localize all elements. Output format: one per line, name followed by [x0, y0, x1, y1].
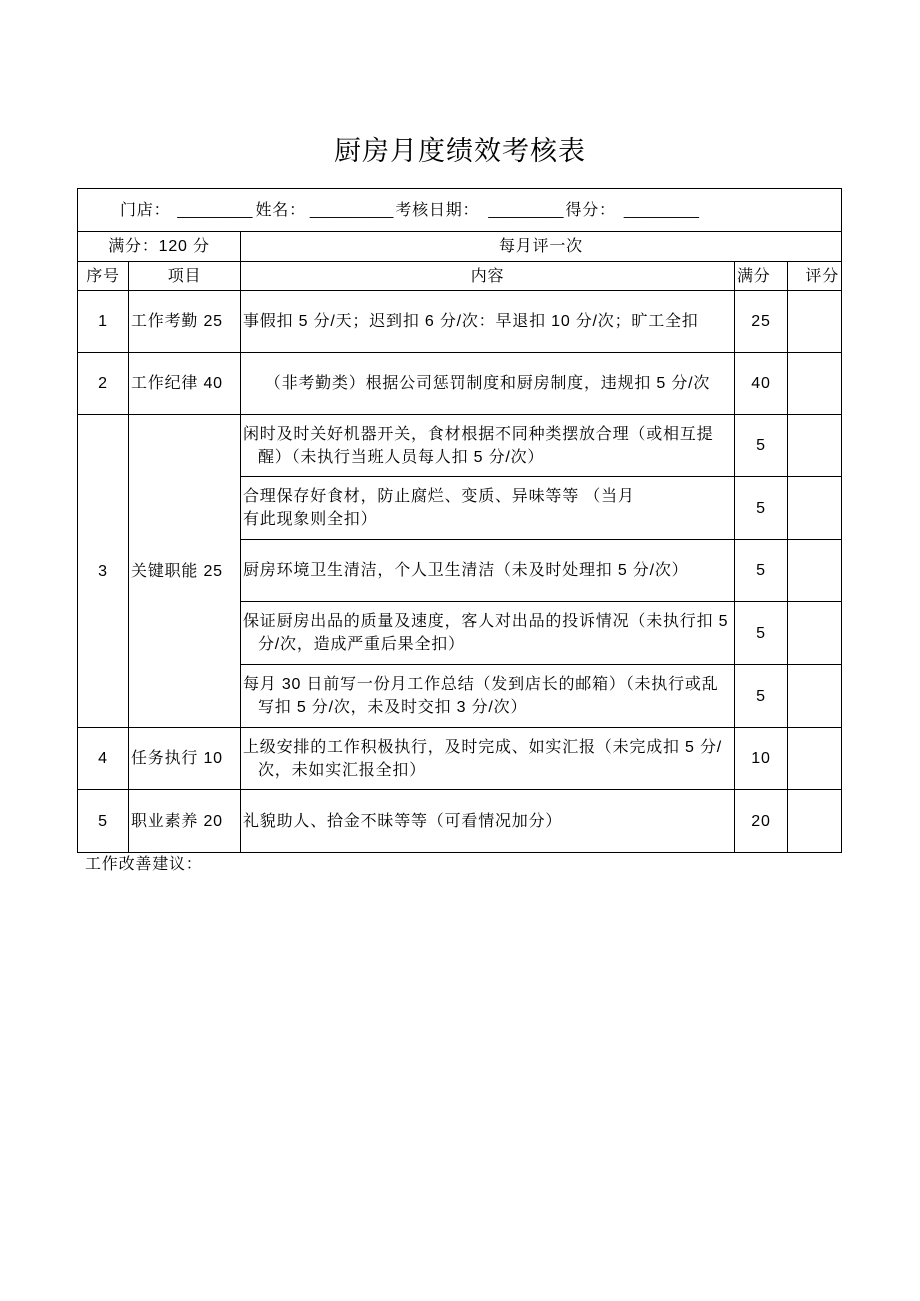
frequency: 每月评一次 [241, 232, 842, 262]
content-line: 闲时及时关好机器开关，食材根据不同种类摆放合理（或相互提 [243, 425, 714, 443]
row-max: 40 [735, 353, 788, 415]
row-score-cell [788, 790, 842, 853]
row-item: 关键职能 25 [129, 415, 241, 728]
table-row [78, 790, 842, 853]
header-content: 内容 [241, 262, 735, 291]
content-line: 醒）（未执行当班人员每人扣 5 分/次） [258, 448, 545, 466]
row-content [241, 728, 735, 790]
page-title: 厨房月度绩效考核表 [334, 136, 586, 167]
content-line: 有此现象则全扣） [243, 511, 378, 528]
row-max: 5 [735, 540, 788, 602]
row-no: 5 [78, 790, 129, 853]
content-line-split [243, 485, 732, 508]
row-item: 职业素养 20 [129, 790, 241, 853]
table-row [78, 728, 842, 790]
row-score-cell [788, 665, 842, 728]
score-label: 得分： [565, 201, 616, 219]
row-item: 任务执行 10 [129, 728, 241, 790]
info-row [78, 189, 842, 232]
name-label: 姓名： [255, 201, 306, 219]
row-score-cell [788, 477, 842, 540]
content-line: 每月 30 日前写一份月工作总结（发到店长的邮箱）（未执行或乱 [243, 676, 719, 693]
row-content [241, 477, 735, 540]
row-no: 4 [78, 728, 129, 790]
row-max: 5 [735, 477, 788, 540]
content-line: 写扣 5 分/次，未及时交扣 3 分/次） [258, 699, 528, 716]
row-max: 25 [735, 291, 788, 353]
score-blank: _________ [623, 201, 699, 219]
header-no: 序号 [78, 262, 129, 291]
row-score-cell [788, 602, 842, 665]
content-line: 厨房环境卫生清洁，个人卫生清洁（未及时处理扣 5 分/次） [243, 562, 689, 579]
store-label: 门店： [120, 201, 171, 219]
header-item: 项目 [129, 262, 241, 291]
table-row [78, 415, 842, 477]
content-line: 礼貌助人、拾金不昧等等（可看情况加分） [243, 812, 563, 830]
header-score: 评分 [788, 262, 842, 291]
row-item: 工作考勤 25 [129, 291, 241, 353]
row-content [241, 291, 735, 353]
full-score: 满分：120 分 [78, 232, 241, 262]
row-content [241, 790, 735, 853]
row-max: 20 [735, 790, 788, 853]
row-content [241, 540, 735, 602]
row-no: 1 [78, 291, 129, 353]
content-line: 事假扣 5 分/天；迟到扣 6 分/次：早退扣 10 分/次；旷工全扣 [243, 313, 699, 330]
content-line: 次，未如实汇报全扣） [258, 761, 427, 779]
row-max: 5 [735, 415, 788, 477]
row-score-cell [788, 728, 842, 790]
row-content [241, 665, 735, 728]
row-score-cell [788, 291, 842, 353]
row-max: 5 [735, 665, 788, 728]
content-line: 分/次，造成严重后果全扣） [258, 636, 465, 653]
info-cell [78, 189, 842, 232]
header-row [78, 262, 842, 291]
date-blank: _________ [488, 201, 564, 219]
date-label: 考核日期： [395, 201, 480, 219]
row-content [241, 602, 735, 665]
row-max: 5 [735, 602, 788, 665]
header-max: 满分 [735, 262, 788, 291]
content-line: 保证厨房出品的质量及速度，客人对出品的投诉情况（未执行扣 5 [243, 613, 729, 630]
row-score-cell [788, 353, 842, 415]
row-score-cell [788, 415, 842, 477]
content-line: （非考勤类）根据公司惩罚制度和厨房制度，违规扣 5 分/次 [264, 375, 711, 392]
content-line: 上级安排的工作积极执行，及时完成、如实汇报（未完成扣 5 分/ [243, 738, 723, 756]
table-row [78, 291, 842, 353]
evaluation-table [77, 188, 842, 853]
content-line-right: （当月 [584, 488, 635, 505]
row-no: 2 [78, 353, 129, 415]
row-no: 3 [78, 415, 129, 728]
name-blank: __________ [309, 201, 394, 219]
content-line: 合理保存好食材，防止腐烂、变质、异味等等 [243, 488, 580, 505]
row-item: 工作纪律 40 [129, 353, 241, 415]
summary-row [78, 232, 842, 262]
suggestions-label: 工作改善建议： [85, 856, 203, 873]
row-content [241, 415, 735, 477]
row-max: 10 [735, 728, 788, 790]
row-content [241, 353, 735, 415]
table-row [78, 353, 842, 415]
row-score-cell [788, 540, 842, 602]
store-blank: _________ [177, 201, 253, 219]
